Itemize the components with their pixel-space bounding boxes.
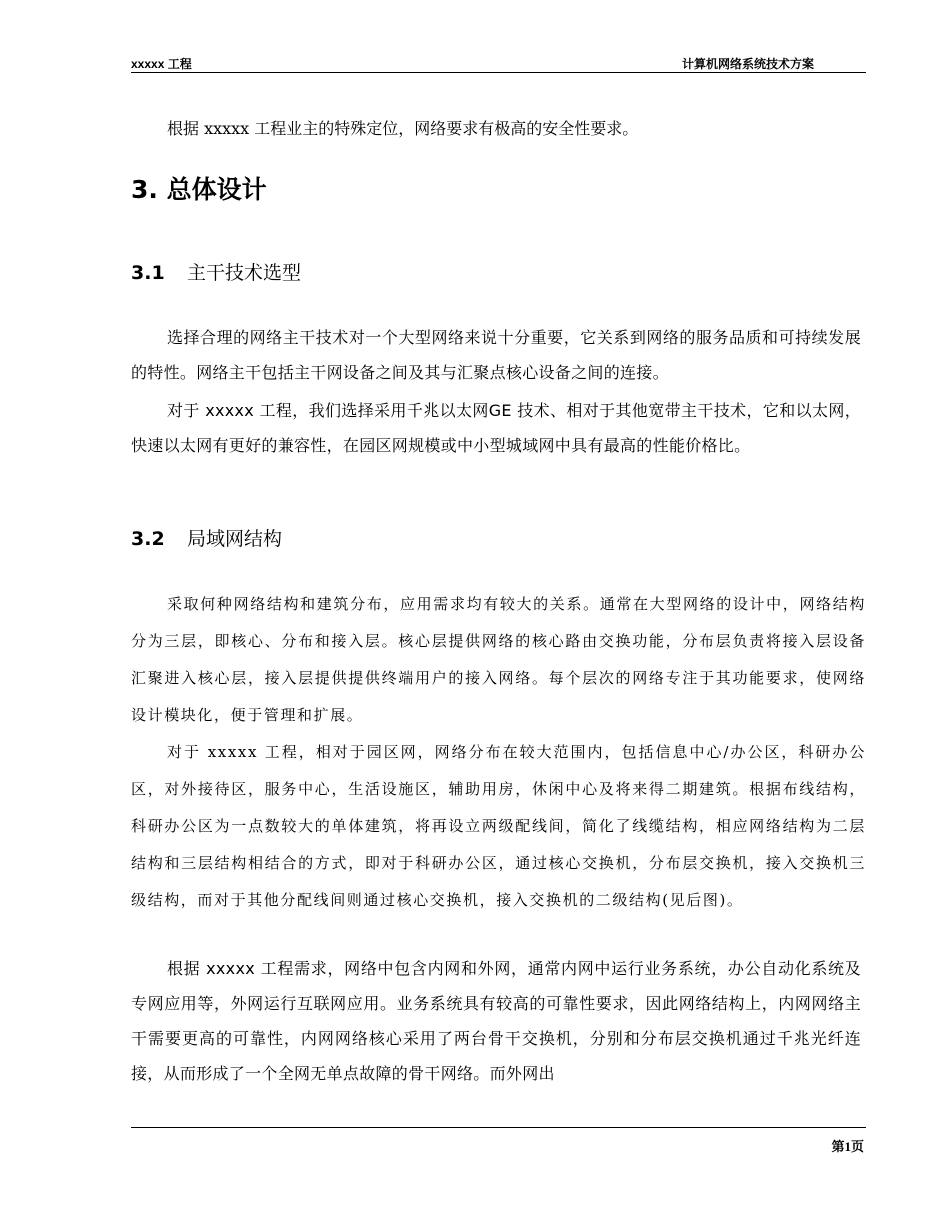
header-document-title: 计算机网络系统技术方案 (681, 57, 814, 71)
section-3-heading: 3. 总体设计 (131, 175, 267, 204)
section-3-2-number: 3.2 (131, 528, 165, 550)
header-project-name: xxxxx 工程 (131, 57, 192, 71)
page-header (131, 52, 866, 73)
section-3-1-title: 主干技术选型 (187, 262, 302, 284)
section-3-2-heading (131, 524, 282, 551)
section-3-2-paragraph-2: 对于 xxxxx 工程，相对于园区网，网络分布在较大范围内，包括信息中心/办公区，科研办公区，对外接待区，服务中心，生活设施区，辅助用房，休闲中心及将来得二期建筑。根据布线结构，科研办公区为一点数较大的单体建筑，将再设立两级配线间，简化了线缆结构，相应网络结构为二层结构和三层结构相结合的方式，即对于科研办公区，通过核心交换机，分布层交换机，接入交换机三级结构，而对于其他分配线间则通过核心交换机，接入交换机的二级结构(见后图)。 (131, 743, 866, 909)
section-3-2-paragraph-1: 采取何种网络结构和建筑分布，应用需求均有较大的关系。通常在大型网络的设计中，网络结构分为三层，即核心、分布和接入层。核心层提供网络的核心路由交换功能，分布层负责将接入层设备汇聚进入核心层，接入层提供提供终端用户的接入网络。每个层次的网络专注于其功能要求，使网络设计模块化，便于管理和扩展。 (131, 595, 866, 724)
intro-paragraph: 根据 xxxxx 工程业主的特殊定位，网络要求有极高的安全性要求。 (167, 119, 639, 138)
section-3-1-number: 3.1 (131, 262, 165, 284)
section-3-1-heading (131, 258, 301, 285)
section-3-1-paragraph-1: 选择合理的网络主干技术对一个大型网络来说十分重要，它关系到网络的服务品质和可持续发展的特性。网络主干包括主干网设备之间及其与汇聚点核心设备之间的连接。 (131, 328, 861, 382)
footer-divider (131, 1127, 866, 1128)
section-3-2-paragraph-3: 根据 xxxxx 工程需求，网络中包含内网和外网，通常内网中运行业务系统，办公自动化系统及专网应用等，外网运行互联网应用。业务系统具有较高的可靠性要求，因此网络结构上，内网网络主干需要更高的可靠性，内网网络核心采用了两台骨干交换机，分别和分布层交换机通过千兆光纤连接，从而形成了一个全网无单点故障的骨干网络。而外网出 (131, 959, 861, 1083)
page-number: 第1页 (831, 1139, 864, 1154)
section-3-2-title: 局域网结构 (187, 528, 283, 550)
section-3-1-paragraph-2: 对于 xxxxx 工程，我们选择采用千兆以太网GE 技术、相对于其他宽带主干技术，它和以太网，快速以太网有更好的兼容性，在园区网规模或中小型城域网中具有最高的性能价格比。 (131, 401, 861, 455)
